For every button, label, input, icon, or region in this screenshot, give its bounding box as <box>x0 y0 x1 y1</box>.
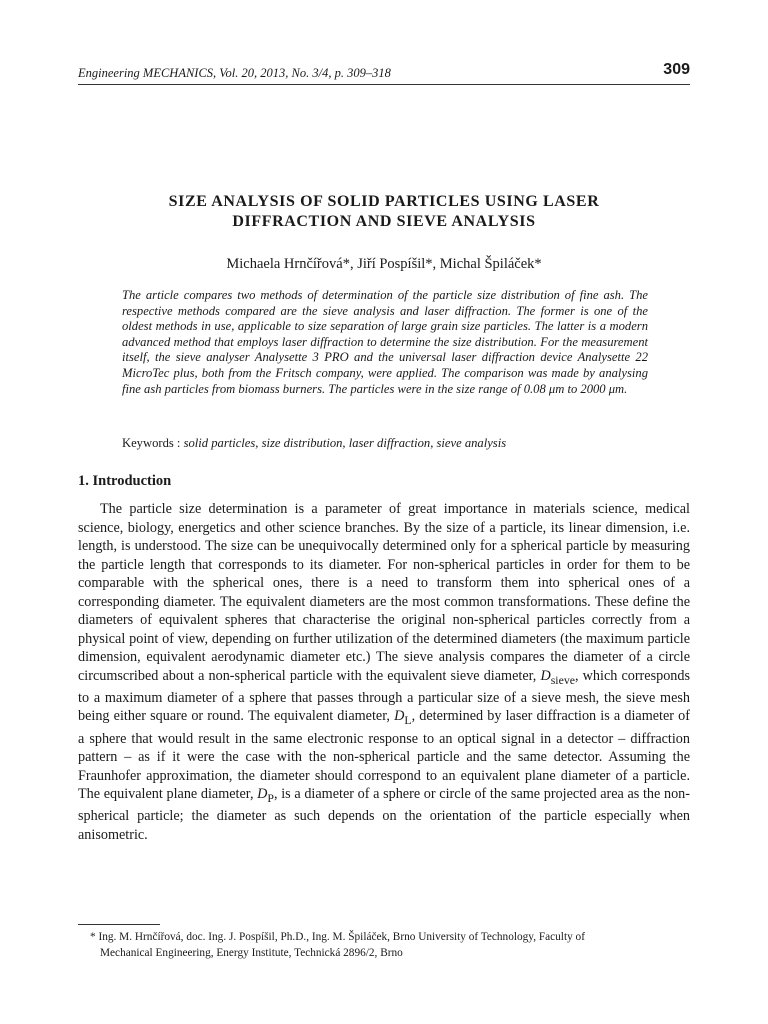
journal-citation: Engineering MECHANICS, Vol. 20, 2013, No. 3/4, p. 309–318 <box>78 66 391 80</box>
section-heading: 1. Introduction <box>78 473 172 489</box>
d-sieve-symbol: D <box>540 667 551 684</box>
intro-text-part-1: The particle size determination is a parameter of great importance in materials science, medical science, biology, energetics and other science branches. By the size of a particle, its linear dimension, i.e. length, is understood. The size can be unequivocally determined only for a spherical particle by measuring the particle length that corresponds to its diameter. For non-spherical particles in order for them to be comparable with the spherical ones, there is a need to transform them into spherical ones of a corresponding diameter. The equivalent diameters are the most common transformations. These define the diameters of equivalent spheres that characterise the original non-spherical particles correctly from a physical point of view, depending on further utilization of the determined diameters (the maximum particle dimension, equivalent aerodynamic diameter etc.) The sieve analysis compares the diameter of a circle circumscribed about a non-spherical particle with the equivalent sieve diameter, <box>78 501 690 684</box>
intro-text-part-3: , determined by laser diffraction is a diameter of a sphere that would result in the same electronic response to an optical signal in a detector – diffraction pattern – as if it were the case with the non-spherical particle and the same detector. Assuming the Fraunhofer approximation, the diameter should correspond to an equivalent plane diameter of a particle. The equivalent plane diameter, <box>78 708 690 803</box>
paper-title-line-1: SIZE ANALYSIS OF SOLID PARTICLES USING LASER <box>168 193 600 210</box>
keywords-values: solid particles, size distribution, laser diffraction, sieve analysis <box>183 436 507 450</box>
d-p-subscript: P <box>267 790 275 805</box>
paper-title-line-2: DIFFRACTION AND SIEVE ANALYSIS <box>232 213 536 230</box>
d-p-symbol: D <box>257 786 268 803</box>
footnote-line-2: Mechanical Engineering, Energy Institute, Technická 2896/2, Brno <box>100 947 403 959</box>
d-l-subscript: L <box>404 713 412 728</box>
footnote-rule <box>78 924 160 925</box>
author-list: Michaela Hrnčířová*, Jiří Pospíšil*, Michal Špiláček* <box>226 256 542 272</box>
keywords <box>122 436 648 451</box>
footnote-line-1: * Ing. M. Hrnčířová, doc. Ing. J. Pospíšil, Ph.D., Ing. M. Špiláček, Brno University of Technology, Faculty of <box>90 931 585 943</box>
introduction-paragraph <box>78 500 690 844</box>
keywords-label: Keywords : <box>122 436 181 450</box>
d-l-symbol: D <box>394 708 405 725</box>
d-sieve-subscript: sieve <box>550 672 575 687</box>
paper-title <box>78 192 690 232</box>
running-header <box>78 62 690 85</box>
abstract: The article compares two methods of determination of the particle size distribution of fine ash. The respective methods compared are the sieve analysis and laser diffraction. The former is one of the oldest methods in use, applicable to size separation of large grain size particles. The latter is a modern advanced method that employs laser diffraction to determine the size distribution. For the measurement itself, the sieve analyser Analysette 3 PRO and the universal laser diffraction device Analysette 22 MicroTec plus, both from the Fritsch company, were applied. The comparison was made by analysing fine ash particles from biomass burners. The particles were in the size range of 0.08 μm to 2000 μm. <box>122 288 648 396</box>
intro-text-part-4: , is a diameter of a sphere or circle of the same projected area as the non-spherical particle; the diameter as such depends on the orientation of the particle especially when anisometric. <box>78 786 690 843</box>
footnote <box>90 929 690 961</box>
intro-text-part-2: , which corresponds to a maximum diameter of a sphere that passes through a particular size of a sieve mesh, the sieve mesh being either square or round. The equivalent diameter, <box>78 667 690 725</box>
page-number: 309 <box>663 61 690 78</box>
